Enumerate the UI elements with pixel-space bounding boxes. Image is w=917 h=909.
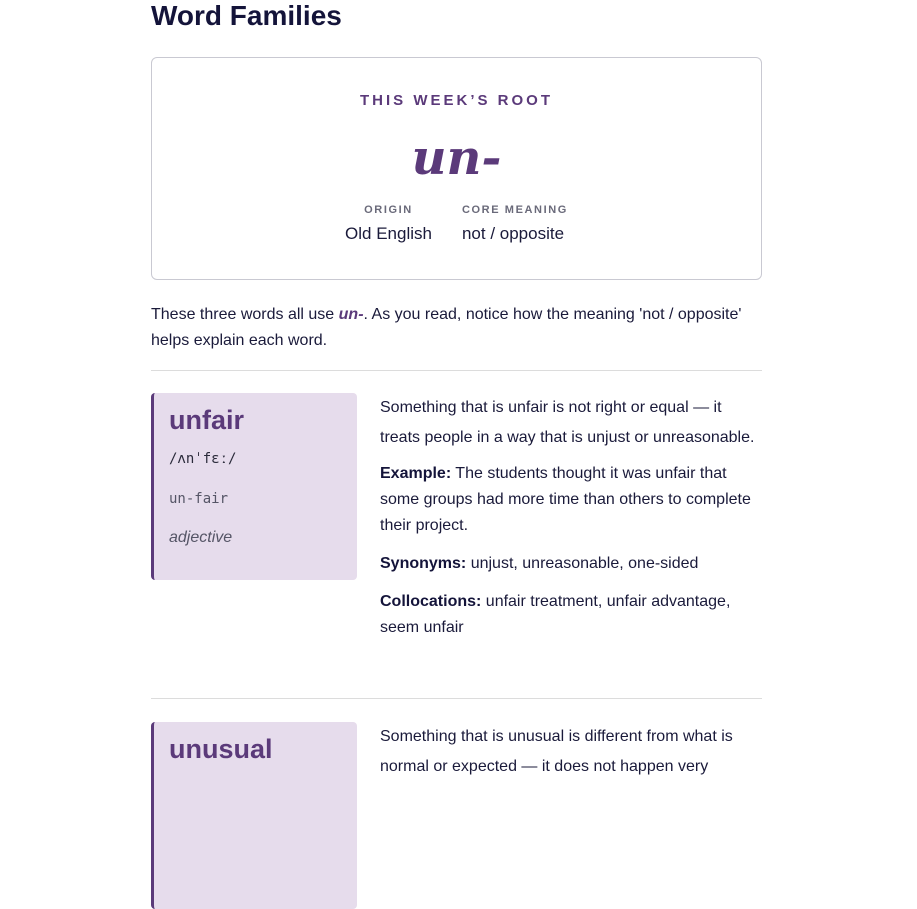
root-eyebrow: THIS WEEK’S ROOT	[359, 92, 553, 109]
word-title: unfair	[169, 405, 245, 435]
root-word: un-	[411, 130, 502, 186]
synonyms-text: unjust, unreasonable, one-sided	[466, 555, 699, 572]
meaning-label: CORE MEANING	[461, 204, 568, 216]
intro-text-before: These three words all use	[151, 306, 339, 323]
word-card	[151, 722, 357, 909]
word-details	[380, 393, 765, 653]
section-divider	[151, 370, 762, 371]
intro-root: un-	[338, 306, 364, 323]
word-entry	[151, 393, 762, 683]
meaning-value: not / opposite	[461, 224, 565, 243]
origin-block	[345, 204, 432, 244]
word-definition: Something that is unusual is different from what is normal or expected — it does not happen very	[380, 728, 733, 775]
word-pronunciation: /ʌnˈfɛː/	[169, 451, 237, 467]
word-entry	[151, 722, 762, 775]
root-card	[151, 57, 762, 280]
main-content	[151, 0, 762, 775]
word-collocations	[380, 589, 765, 641]
example-label: Example:	[380, 465, 452, 482]
origin-label: ORIGIN	[364, 204, 413, 216]
word-definition: Something that is unfair is not right or equal — it treats people in a way that is unjust or unreasonable.	[380, 399, 755, 446]
word-title: unusual	[169, 734, 273, 764]
intro-paragraph	[151, 302, 751, 354]
section-divider	[151, 698, 762, 699]
word-syllables: un-fair	[169, 491, 229, 507]
collocations-text: unfair treatment, unfair advantage, seem unfair	[380, 593, 731, 636]
meaning-block	[462, 204, 568, 244]
intro-text-after: . As you read, notice how the meaning 'not / opposite' helps explain each word.	[151, 306, 742, 349]
word-example	[380, 461, 765, 539]
word-details	[380, 722, 765, 790]
collocations-label: Collocations:	[380, 593, 482, 610]
example-text: The students thought it was unfair that some groups had more time than others to complete their project.	[380, 465, 751, 534]
synonyms-label: Synonyms:	[380, 555, 467, 572]
root-meta	[152, 204, 761, 244]
word-synonyms	[380, 551, 765, 577]
page-title: Word Families	[151, 0, 342, 31]
word-card	[151, 393, 357, 580]
word-part-of-speech: adjective	[169, 529, 233, 546]
origin-value: Old English	[345, 224, 432, 243]
